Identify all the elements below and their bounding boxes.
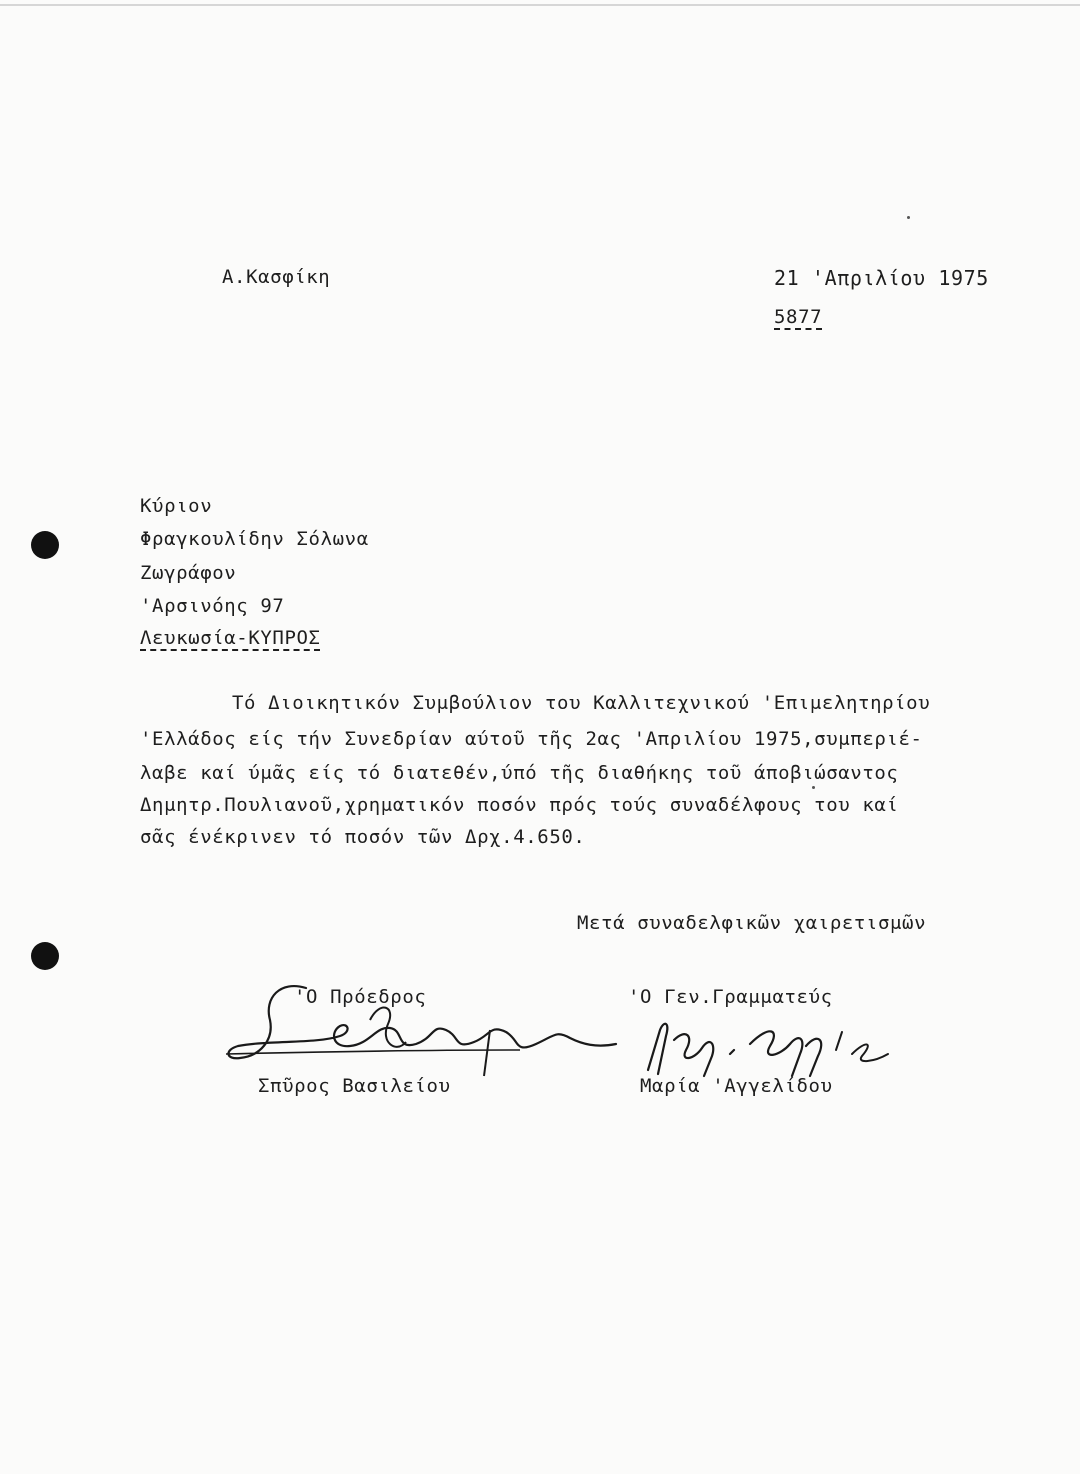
recipient-profession: Ζωγράφον (140, 562, 237, 584)
secretary-name: Μαρία 'Αγγελίδου (640, 1075, 833, 1097)
president-signature (220, 980, 620, 1080)
reference-number: 5877 (774, 306, 823, 328)
body-line: 'Ελλάδος είς τήν Συνεδρίαν αύτοῦ τῆς 2ας 'Απριλίου 1975,συμπεριέ- (140, 728, 923, 750)
scan-top-edge (0, 4, 1080, 6)
body-line: λαβε καί ύμᾶς είς τό διατεθέν,ύπό τῆς διαθήκης τοῦ άποβιώσαντος (140, 762, 899, 784)
secretary-signature (630, 1010, 900, 1080)
recipient-salutation: Κύριον (140, 495, 213, 517)
president-name: Σπῦρος Βασιλείου (258, 1075, 451, 1097)
body-line: Δημητρ.Πουλιανοῦ,χρηματικόν ποσόν πρός τούς συναδέλφους του καί (140, 794, 899, 816)
body-line: σᾶς ένέκρινεν τό ποσόν τῶν Δρχ.4.650. (140, 826, 586, 848)
recipient-street: 'Αρσινόης 97 (140, 595, 285, 617)
scan-speck (812, 786, 815, 789)
scan-speck (907, 216, 910, 219)
recipient-name: Φραγκουλίδην Σόλωνα (140, 528, 369, 550)
sender-initials: Α.Κασφίκη (222, 266, 331, 288)
closing-greeting: Μετά συναδελφικῶν χαιρετισμῶν (577, 912, 927, 934)
letter-date: 21 'Απριλίου 1975 (774, 266, 989, 290)
secretary-title: 'Ο Γεν.Γραμματεύς (628, 986, 833, 1008)
recipient-city: Λευκωσία-ΚΥΠΡΟΣ (140, 627, 321, 649)
body-line: Τό Διοικητικόν Συμβούλιον του Καλλιτεχνικού 'Επιμελητηρίου (232, 692, 931, 714)
president-title: 'Ο Πρόεδρος (294, 986, 427, 1008)
punch-hole (31, 942, 59, 970)
punch-hole (31, 531, 59, 559)
